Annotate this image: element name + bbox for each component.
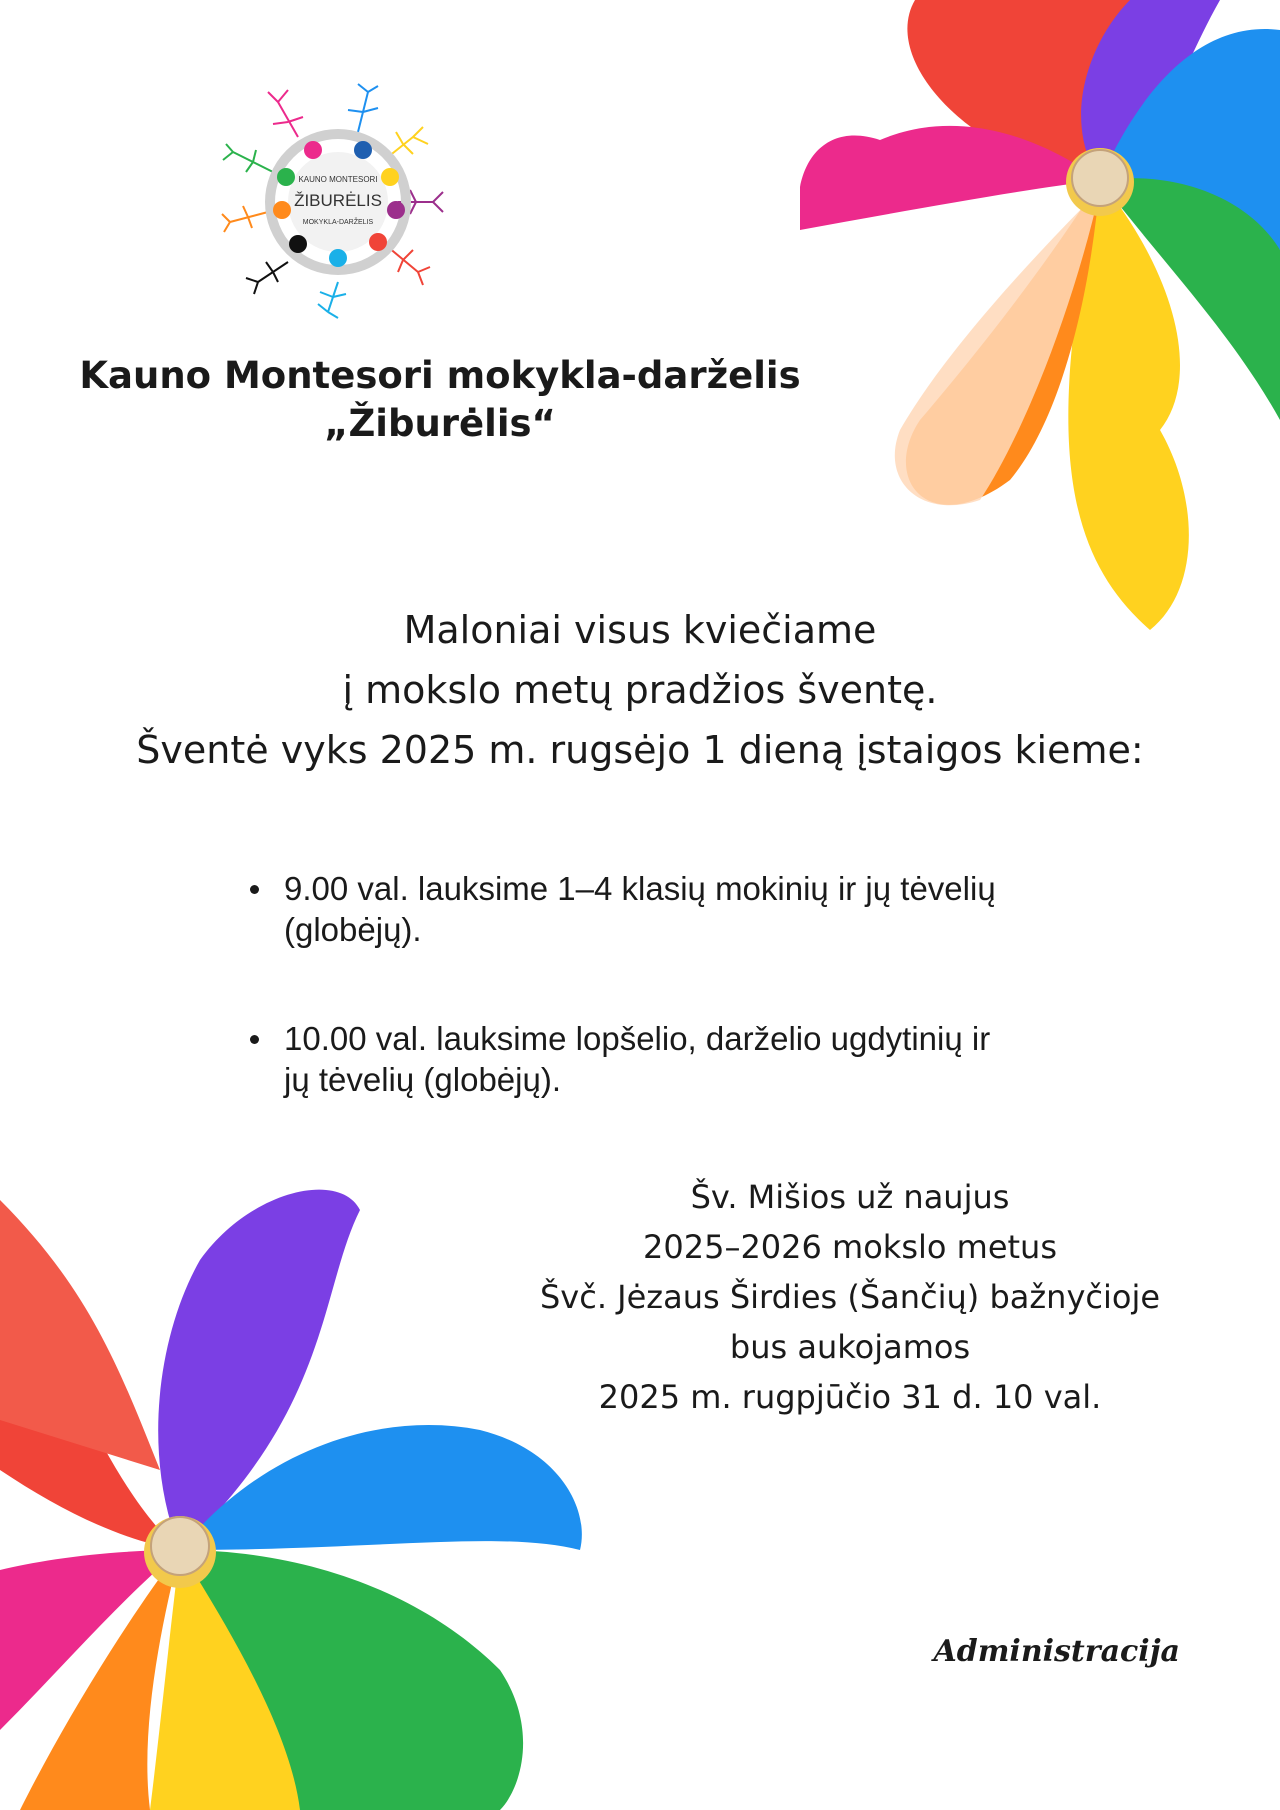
mass-notice-line3: Švč. Jėzaus Širdies (Šančių) bažnyčioje bbox=[539, 1278, 1161, 1316]
logo-dot-blue bbox=[354, 141, 372, 159]
logo-top-text: KAUNO MONTESORI bbox=[298, 175, 378, 184]
logo-dot-purple bbox=[387, 201, 405, 219]
logo-dot-red bbox=[369, 233, 387, 251]
school-title bbox=[40, 352, 840, 448]
mass-notice-line5: 2025 m. rugpjūčio 31 d. 10 val. bbox=[598, 1378, 1102, 1416]
school-logo bbox=[218, 82, 458, 322]
logo-dot-green bbox=[277, 168, 295, 186]
mass-notice-line2: 2025–2026 mokslo metus bbox=[643, 1228, 1057, 1266]
pinwheel-top-pin bbox=[1072, 150, 1128, 206]
bullet-icon bbox=[250, 1035, 259, 1044]
logo-center-text: ŽIBURĖLIS bbox=[294, 191, 382, 210]
schedule-item-line2: jų tėvelių (globėjų). bbox=[284, 1061, 561, 1098]
schedule-item bbox=[248, 868, 1148, 950]
schedule-item bbox=[248, 1018, 1148, 1100]
logo-dot-magenta bbox=[304, 141, 322, 159]
logo-bottom-text: MOKYKLA-DARŽELIS bbox=[302, 219, 374, 226]
logo-dot-orange bbox=[273, 201, 291, 219]
pinwheel-top-image bbox=[800, 0, 1280, 640]
invitation-line2: į mokslo metų pradžios šventę. bbox=[342, 668, 938, 712]
school-title-line1: Kauno Montesori mokykla-darželis bbox=[79, 354, 801, 397]
mass-notice bbox=[500, 1172, 1200, 1422]
schedule-item-line2: (globėjų). bbox=[284, 911, 422, 948]
mass-notice-line4: bus aukojamos bbox=[729, 1328, 971, 1366]
invitation-line3: Šventė vyks 2025 m. rugsėjo 1 dieną įstaigos kieme: bbox=[136, 728, 1144, 772]
logo-dot-black bbox=[289, 235, 307, 253]
bullet-icon bbox=[250, 885, 259, 894]
schedule-item-line1: 10.00 val. lauksime lopšelio, darželio ugdytinių ir bbox=[284, 1020, 991, 1057]
signature: Administracija bbox=[933, 1634, 1180, 1669]
school-title-line2: „Žiburėlis“ bbox=[324, 402, 556, 445]
invitation-text bbox=[40, 600, 1240, 780]
schedule-list bbox=[248, 868, 1148, 1168]
invitation-line1: Maloniai visus kviečiame bbox=[403, 608, 877, 652]
logo-dot-cyan bbox=[329, 249, 347, 267]
logo-dot-yellow bbox=[381, 168, 399, 186]
pinwheel-bottom-pin bbox=[151, 1517, 209, 1575]
schedule-item-line1: 9.00 val. lauksime 1–4 klasių mokinių ir jų tėvelių bbox=[284, 870, 996, 907]
mass-notice-line1: Šv. Mišios už naujus bbox=[690, 1178, 1010, 1216]
